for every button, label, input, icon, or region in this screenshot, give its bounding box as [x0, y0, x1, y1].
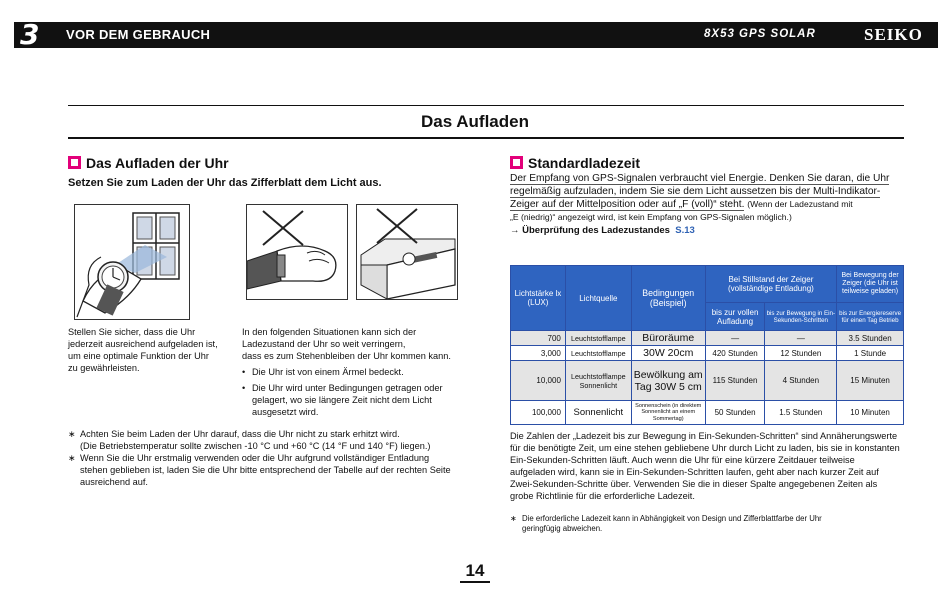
explanation-line: aufgeladen wird, kann sie in Ein-Sekunden-Schritten laufen, geht aber nach kurzer Zeit auf: [510, 467, 879, 477]
footnote-line: ∗ Die erforderliche Ladezeit kann in Abhängigkeit von Design und Zifferblattfarbe der Uhr: [522, 514, 822, 523]
cell-onesec: 1.5 Stunden: [765, 401, 837, 425]
page-number-underline: [460, 581, 490, 583]
section-title: VOR DEM GEBRAUCH: [66, 27, 211, 42]
caption-situations: [242, 326, 467, 418]
left-heading: [68, 155, 229, 171]
header-conditions: Bedingungen (Beispiel): [631, 266, 705, 331]
watch-window-illustration: [74, 204, 190, 320]
page-title: Das Aufladen: [420, 112, 529, 131]
cell-full: 50 Stunden: [705, 401, 765, 425]
title-rule-top: [68, 105, 904, 106]
chapter-number: 3: [20, 18, 40, 51]
section-square-icon: [68, 156, 81, 169]
intro-line: Zeiger auf der Mittelposition oder auf „F (voll)“ steht.: [510, 199, 745, 210]
sleeve-covered-illustration: [246, 204, 348, 300]
cell-conditions: Bewölkung am Tag 30W 5 cm: [631, 361, 705, 401]
model-name: 8X53 GPS SOLAR: [704, 28, 816, 40]
caption-line: In den folgenden Situationen kann sich der: [242, 327, 417, 337]
watch-window-drawing: [75, 205, 189, 319]
note-item: [68, 428, 468, 452]
caption-line: Ladezustand der Uhr so weit verringern,: [242, 339, 406, 349]
cell-conditions: Sonnenschein (in direktem Sonnenlicht an einem Sommertag): [631, 401, 705, 425]
cell-lux: 700: [511, 331, 566, 346]
explanation-line: Ein-Sekunden-Schritten läuft. Auch wenn die Uhr für eine kürzere Zeitdauer teilweise: [510, 455, 855, 465]
header-bar: [14, 18, 938, 51]
drawer-drawing: [357, 205, 457, 299]
intro-paragraph: [510, 172, 905, 224]
intro-line: regelmäßig aufzuladen, indem Sie sie dem Licht aussetzen bis der Multi-Indikator-: [510, 186, 881, 197]
caption-charging: [68, 326, 238, 374]
caption-line: Stellen Sie sicher, dass die Uhr: [68, 327, 196, 337]
note-line: stehen geblieben ist, laden Sie die Uhr bitte entsprechend der Tabelle auf der rechten Seite ausreichend auf.: [80, 465, 451, 487]
xref-page[interactable]: S.13: [675, 225, 695, 236]
caption-line: um eine optimale Funktion der Uhr: [68, 351, 209, 361]
table-row: [511, 346, 904, 361]
left-heading-text: Das Aufladen der Uhr: [86, 155, 229, 171]
cell-conditions: Büroräume: [631, 331, 705, 346]
note-line: (Die Betriebstemperatur sollte zwischen -10 °C und +60 °C (14 °F und 140 °F) liegen.): [80, 441, 431, 451]
caption-line: jederzeit ausreichend aufgeladen ist,: [68, 339, 218, 349]
cross-reference-link[interactable]: [510, 225, 695, 236]
cell-reserve: 3.5 Stunden: [837, 331, 904, 346]
situation-list: [242, 366, 467, 418]
cell-full: —: [705, 331, 765, 346]
cell-reserve: 15 Minuten: [837, 361, 904, 401]
explanation-line: Die Zahlen der „Ladezeit bis zur Bewegung in Ein-Sekunden-Schritten“ sind Annäherungswerte: [510, 431, 898, 441]
cell-lux: 10,000: [511, 361, 566, 401]
header-one-second: bis zur Bewegung in Ein-Sekunden-Schritten: [765, 303, 837, 331]
intro-line: Der Empfang von GPS-Signalen verbraucht viel Energie. Denken Sie daran, die Uhr: [510, 173, 890, 184]
explanation-line: für die benötigte Zeit, um eine stehen gebliebene Uhr durch Licht zu laden, bis sie in konstanten: [510, 443, 900, 453]
drawer-illustration: [356, 204, 458, 300]
xref-label: Überprüfung des Ladezustandes: [522, 225, 670, 236]
cell-source: Sonnenlicht: [565, 401, 631, 425]
section-square-icon: [510, 156, 523, 169]
cell-onesec: 12 Stunden: [765, 346, 837, 361]
header-moving: Bei Bewegung der Zeiger (die Uhr ist teilweise geladen): [837, 266, 904, 303]
cell-full: 420 Stunden: [705, 346, 765, 361]
brand-logo: SEIKO: [864, 25, 923, 44]
cell-reserve: 1 Stunde: [837, 346, 904, 361]
arrow-right-icon: →: [510, 225, 523, 236]
intro-small: „E (niedrig)“ angezeigt wird, ist kein Empfang von GPS-Signalen möglich.): [510, 212, 792, 222]
note-item: [68, 452, 468, 488]
footnote-line: geringfügig abweichen.: [522, 524, 603, 533]
header-source: Lichtquelle: [565, 266, 631, 331]
page-number: 14: [465, 561, 485, 580]
explanation-line: Zwei-Sekunden-Schritte über. Verwenden Sie die in dieser Spalte angegebenen Zeiten als: [510, 479, 878, 489]
cell-reserve: 10 Minuten: [837, 401, 904, 425]
list-item: • Die Uhr wird unter Bedingungen getragen oder gelagert, wo sie längere Zeit nicht dem Licht ausgesetzt wird.: [242, 382, 467, 418]
charging-time-table: [510, 265, 904, 425]
cell-source: Leuchtstofflampe Sonnenlicht: [565, 361, 631, 401]
header-stopped: Bei Stillstand der Zeiger (vollständige Entladung): [705, 266, 837, 303]
explanation-line: grobe Richtlinie für die erforderliche Ladezeit.: [510, 491, 695, 501]
header-reserve: bis zur Energiereserve für einen Tag Betrieb: [837, 303, 904, 331]
note-line: ∗ Achten Sie beim Laden der Uhr darauf, dass die Uhr nicht zu stark erhitzt wird.: [80, 429, 400, 439]
table-explanation: [510, 430, 908, 502]
right-heading-text: Standardladezeit: [528, 155, 641, 171]
sleeve-drawing: [247, 205, 347, 299]
list-item: • Die Uhr ist von einem Ärmel bedeckt.: [242, 366, 467, 378]
footnote: [510, 514, 900, 534]
cell-lux: 100,000: [511, 401, 566, 425]
left-subheading: Setzen Sie zum Laden der Uhr das Zifferblatt dem Licht aus.: [68, 177, 382, 189]
footnote-item: [510, 514, 900, 534]
title-rule-bottom: [68, 137, 904, 139]
cell-onesec: —: [765, 331, 837, 346]
cell-onesec: 4 Stunden: [765, 361, 837, 401]
intro-small: (Wenn der Ladezustand mit: [747, 199, 853, 209]
left-notes: [68, 428, 468, 488]
cell-full: 115 Stunden: [705, 361, 765, 401]
caption-line: dass es zum Stehenbleiben der Uhr kommen kann.: [242, 351, 451, 361]
cell-conditions: 30W 20cm: [631, 346, 705, 361]
cell-source: Leuchtstofflampe: [565, 346, 631, 361]
cell-lux: 3,000: [511, 346, 566, 361]
right-heading: [510, 155, 640, 171]
cell-source: Leuchtstofflampe: [565, 331, 631, 346]
note-line: ∗ Wenn Sie die Uhr erstmalig verwenden oder die Uhr aufgrund vollständiger Entladung: [80, 453, 430, 463]
caption-line: zu gewährleisten.: [68, 363, 140, 373]
header-lux: Lichtstärke lx (LUX): [511, 266, 566, 331]
header-full-charge: bis zur vollen Aufladung: [705, 303, 765, 331]
table-row: [511, 361, 904, 401]
table-row: [511, 331, 904, 346]
table-row: [511, 401, 904, 425]
